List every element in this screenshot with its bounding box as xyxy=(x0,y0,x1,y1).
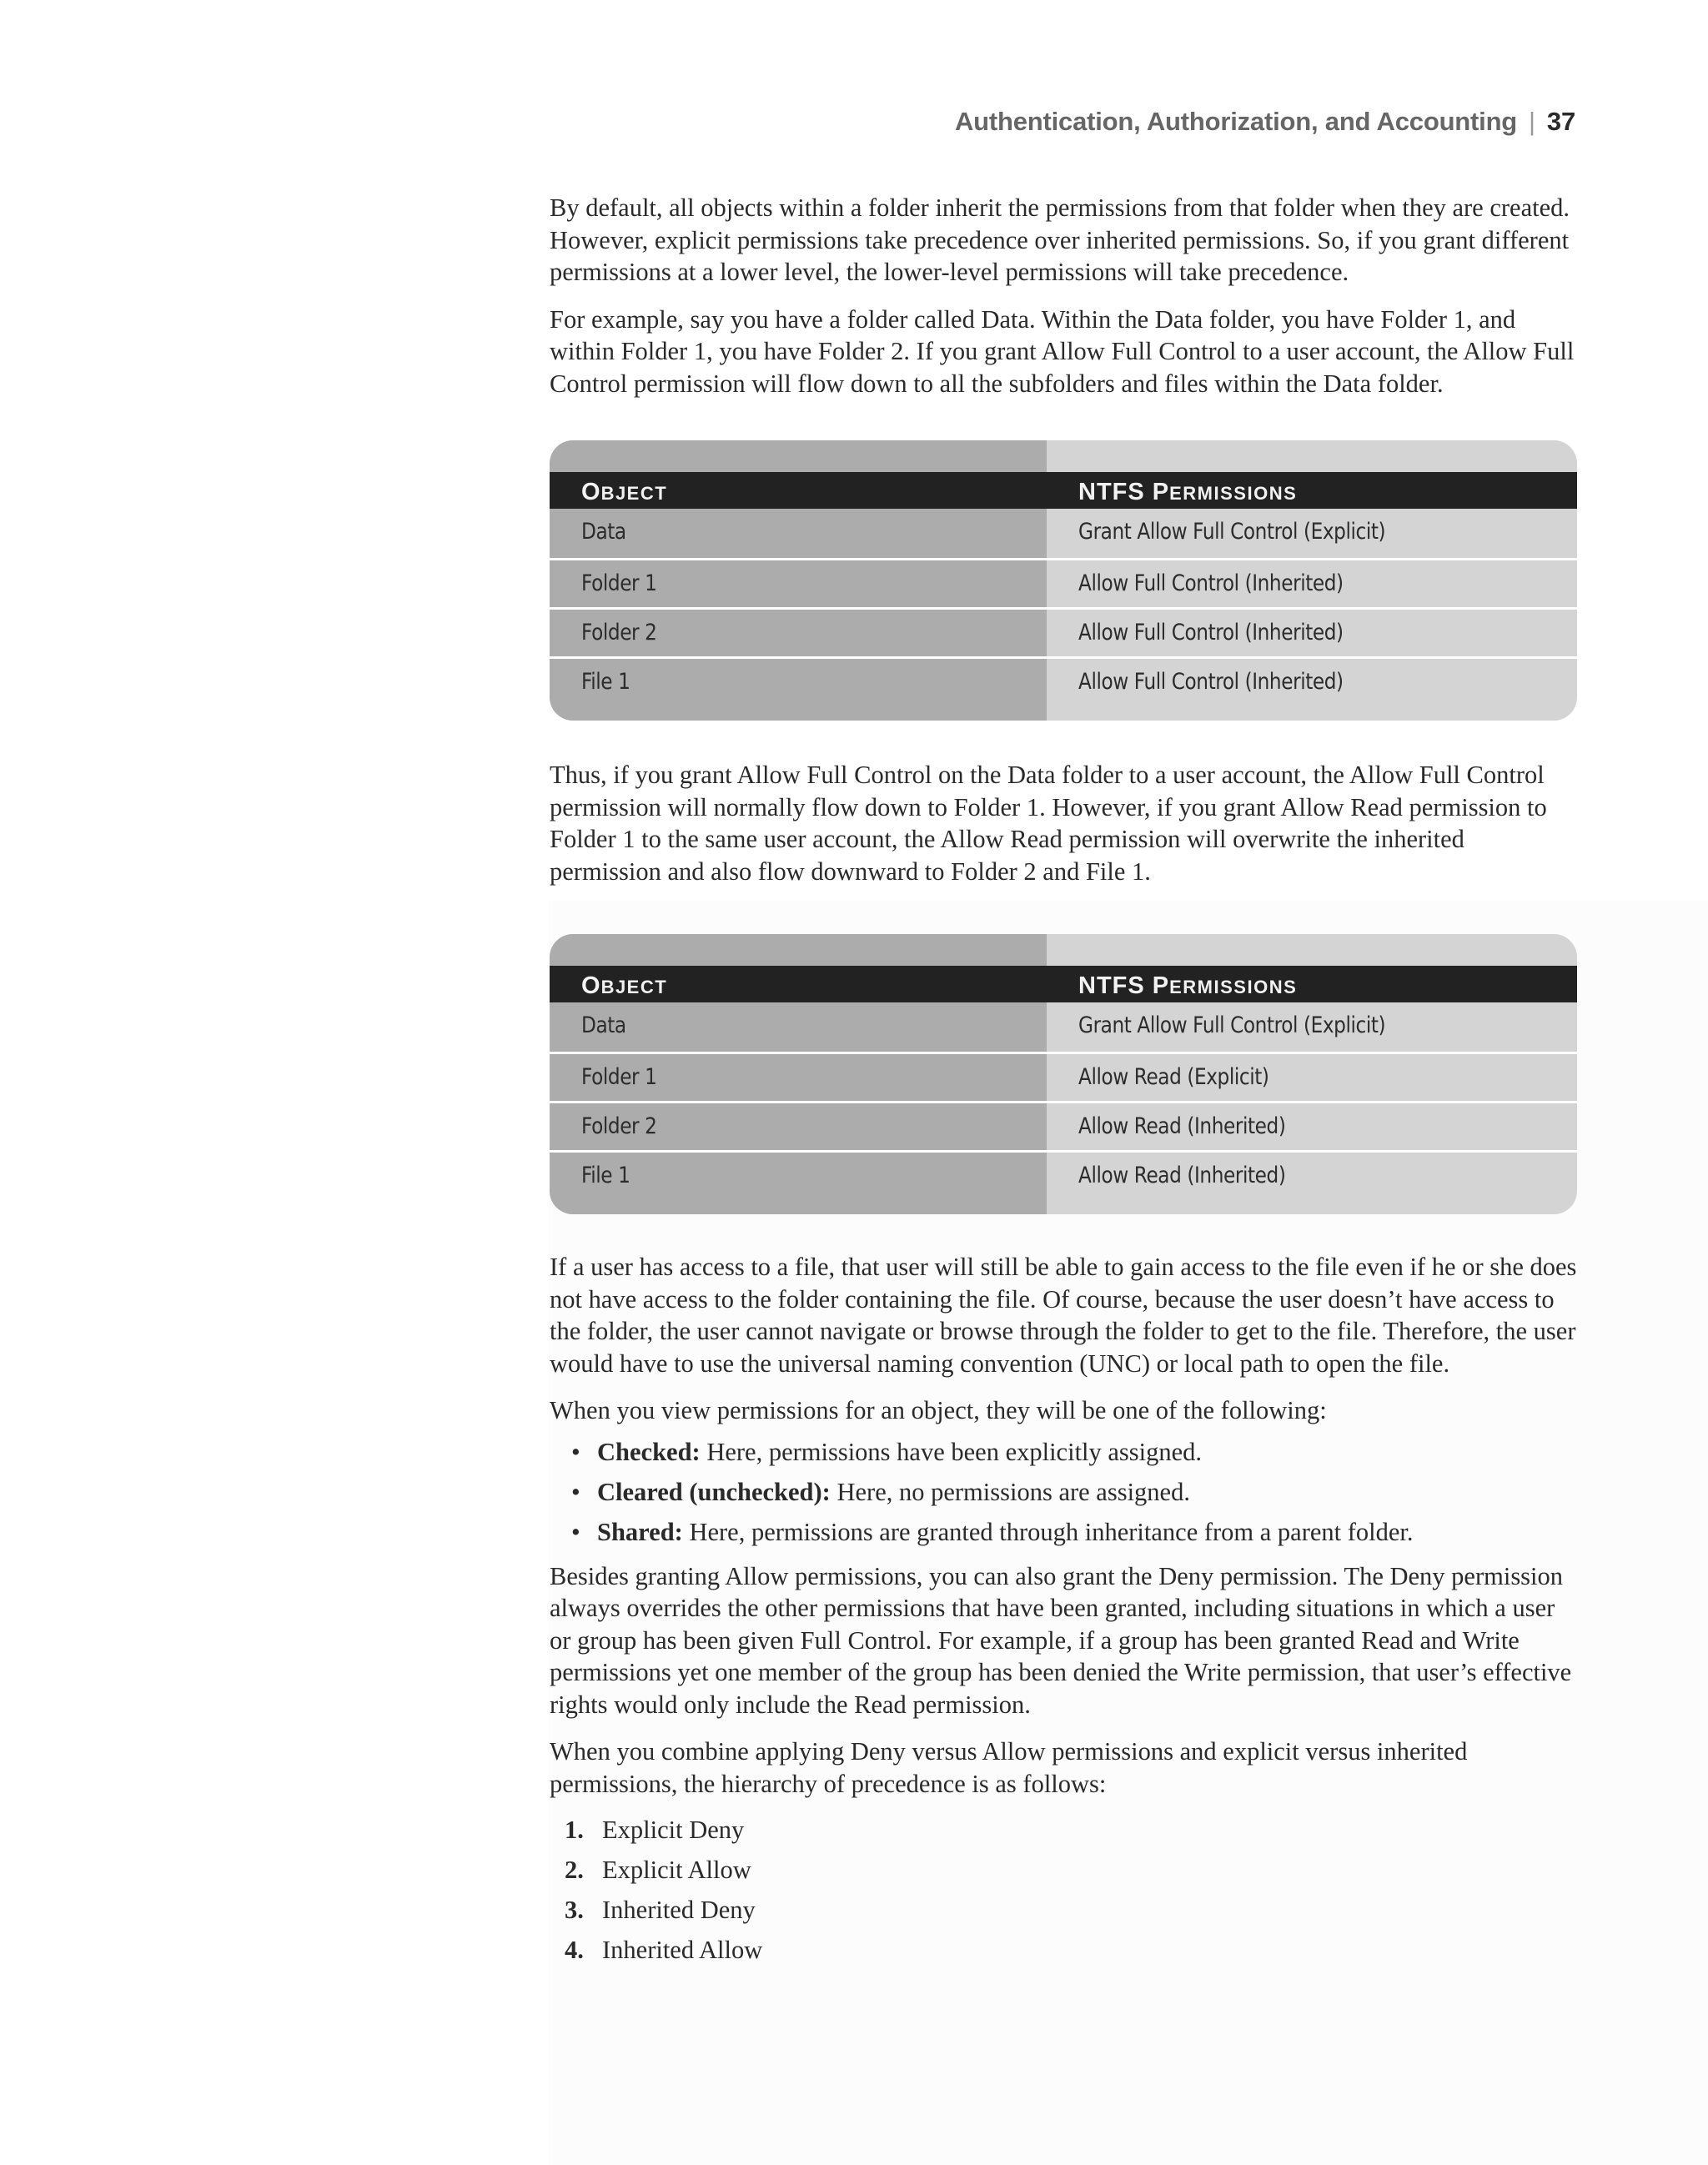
paragraph-1: By default, all objects within a folder inherit the permissions from that folder when they are created. However, explicit permissions take precedence over inherited permissions. So, if you grant different permissions at a lower level, the lower-level permissions will take precedence. xyxy=(550,193,1570,286)
running-title: Authentication, Authorization, and Accounting xyxy=(954,107,1518,136)
permission-cell: Allow Full Control (Inherited) xyxy=(1078,620,1344,645)
paragraph-5: When you view permissions for an object, they will be one of the following: xyxy=(550,1396,1327,1424)
table-row xyxy=(550,1101,1577,1150)
table-row xyxy=(550,1002,1577,1052)
permission-states-list xyxy=(550,1432,1577,1552)
permission-cell: Allow Read (Inherited) xyxy=(1078,1163,1286,1188)
column-header-ntfs-permissions: NTFS PERMISSIONS xyxy=(1078,972,1298,999)
permission-cell: Grant Allow Full Control (Explicit) xyxy=(1078,519,1386,545)
page-number: 37 xyxy=(1546,107,1575,136)
paragraph-2: For example, say you have a folder called Data. Within the Data folder, you have Folder 1, and within Folder 1, you have Folder 2. If you grant Allow Full Control to a user account, the Allow Full Control permission will flow down to all the subfolders and files within the Data folder. xyxy=(550,304,1575,398)
middle-section xyxy=(550,759,1577,887)
list-item: • Checked: Here, permissions have been explicitly assigned. xyxy=(550,1432,1577,1472)
permission-cell: Allow Full Control (Inherited) xyxy=(1078,570,1344,596)
object-cell: File 1 xyxy=(581,1163,630,1188)
header-separator: | xyxy=(1529,107,1535,136)
list-item: 3. Inherited Deny xyxy=(565,1896,756,1924)
table-row xyxy=(550,656,1577,706)
lower-section xyxy=(550,1251,1577,1970)
paragraph-6: Besides granting Allow permissions, you can also grant the Deny permission. The Deny permission always overrides the other permissions that have been granted, including situations in which a user or group has been given Full Control. For example, if a group has been granted Read and Write permissions yet one member of the group has been denied the Write permission, that user’s effective rights would only include the Read permission. xyxy=(550,1561,1572,1719)
object-cell: Folder 1 xyxy=(581,570,657,596)
paragraph-7: When you combine applying Deny versus Allow permissions and explicit versus inherited permissions, the hierarchy of precedence is as follows: xyxy=(550,1737,1468,1798)
bullet-glyph: • xyxy=(571,1477,580,1506)
table-row xyxy=(550,509,1577,558)
object-cell: Folder 2 xyxy=(581,1113,657,1139)
permissions-table-2 xyxy=(550,934,1577,1214)
object-cell: File 1 xyxy=(581,669,630,695)
object-cell: Data xyxy=(581,519,626,545)
table-header-row xyxy=(550,966,1577,1002)
column-header-object: OBJECT xyxy=(581,972,668,999)
bullet-glyph: • xyxy=(571,1517,580,1546)
table-row xyxy=(550,558,1577,607)
list-item: • Shared: Here, permissions are granted through inheritance from a parent folder. xyxy=(550,1512,1577,1552)
permissions-table-1 xyxy=(550,440,1577,721)
permission-cell: Grant Allow Full Control (Explicit) xyxy=(1078,1012,1386,1038)
paragraph-4: If a user has access to a file, that user will still be able to gain access to the file even if he or she does not have access to the folder containing the file. Of course, because the user doesn’t have access to the folder, the user cannot navigate or browse through the folder to get to the file. Therefore, the user would have to use the universal naming convention (UNC) or local path to open the file. xyxy=(550,1253,1577,1378)
object-cell: Folder 2 xyxy=(581,620,657,645)
table-row xyxy=(550,1052,1577,1101)
column-header-ntfs-permissions: NTFS PERMISSIONS xyxy=(1078,479,1298,505)
permission-cell: Allow Full Control (Inherited) xyxy=(1078,669,1344,695)
running-header xyxy=(955,107,1575,137)
list-item: 2. Explicit Allow xyxy=(565,1856,751,1884)
precedence-list xyxy=(550,1810,1577,1970)
object-cell: Data xyxy=(581,1012,626,1038)
list-item: • Cleared (unchecked): Here, no permissions are assigned. xyxy=(550,1472,1577,1512)
table-row xyxy=(550,607,1577,656)
list-item: 1. Explicit Deny xyxy=(565,1816,745,1844)
table-row xyxy=(550,1150,1577,1199)
bullet-glyph: • xyxy=(571,1437,580,1466)
column-header-object: OBJECT xyxy=(581,479,668,505)
intro-section xyxy=(550,192,1577,399)
table-header-row xyxy=(550,472,1577,509)
permission-cell: Allow Read (Explicit) xyxy=(1078,1064,1269,1090)
list-item: 4. Inherited Allow xyxy=(565,1936,763,1964)
object-cell: Folder 1 xyxy=(581,1064,657,1090)
paragraph-3: Thus, if you grant Allow Full Control on the Data folder to a user account, the Allow Full Control permission will normally flow down to Folder 1. However, if you grant Allow Read permission to Folder 1 to the same user account, the Allow Read permission will overwrite the inherited permission and also flow downward to Folder 2 and File 1. xyxy=(550,761,1547,886)
permission-cell: Allow Read (Inherited) xyxy=(1078,1113,1286,1139)
